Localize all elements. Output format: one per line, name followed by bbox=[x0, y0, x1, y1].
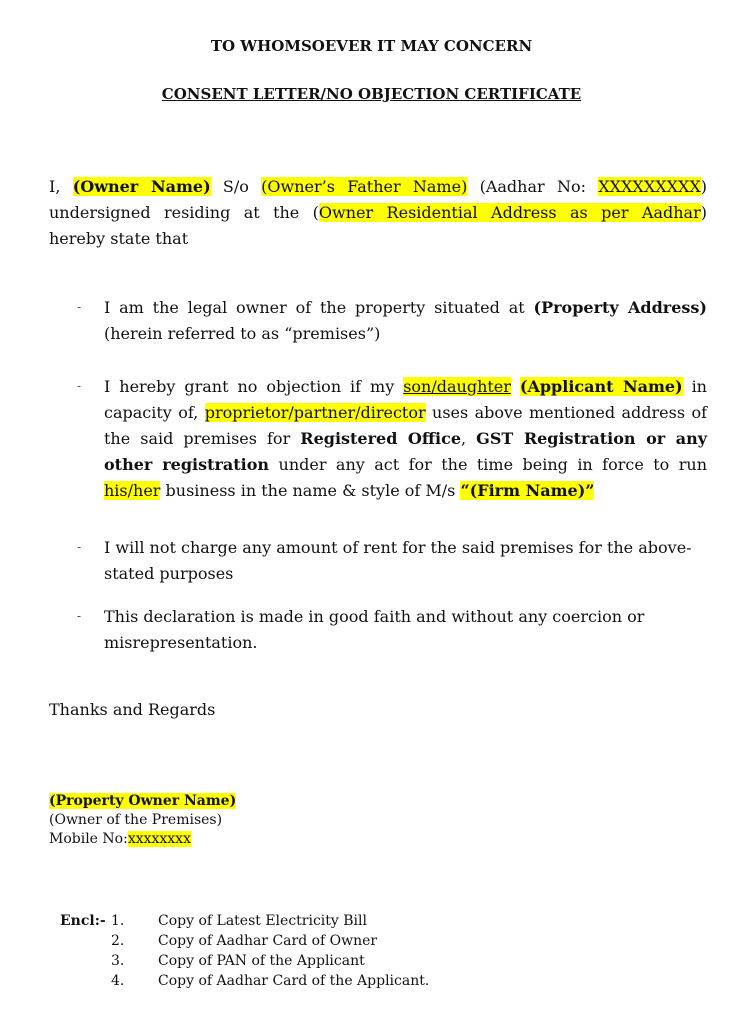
relation-placeholder: son/daughter bbox=[403, 377, 511, 396]
property-owner-name-placeholder: (Property Owner Name) bbox=[49, 793, 237, 809]
owner-role: (Owner of the Premises) bbox=[49, 812, 223, 828]
enclosure-item: 4. Copy of Aadhar Card of the Applicant. bbox=[111, 973, 430, 989]
bullet-dash: - bbox=[77, 540, 82, 554]
capacity-placeholder: proprietor/partner/director bbox=[204, 403, 426, 422]
father-name-placeholder: (Owner’s Father Name) bbox=[261, 177, 468, 196]
owner-address-placeholder: Owner Residential Address as per Aadhar bbox=[318, 203, 701, 222]
bullet-dash: - bbox=[77, 609, 82, 623]
letter-subject: CONSENT LETTER/NO OBJECTION CERTIFICATE bbox=[161, 85, 582, 103]
enclosures-label: Encl:- bbox=[60, 913, 106, 929]
applicant-name-placeholder: (Applicant Name) bbox=[519, 377, 683, 396]
aadhar-number-placeholder: XXXXXXXXX bbox=[598, 177, 701, 196]
his-her-placeholder: his/her bbox=[104, 481, 161, 500]
enclosure-item: Encl:- 1. Copy of Latest Electricity Bill bbox=[60, 913, 367, 929]
bullet-dash: - bbox=[77, 379, 82, 393]
mobile-number-placeholder: xxxxxxxx bbox=[127, 831, 191, 847]
owner-name-placeholder: (Owner Name) bbox=[72, 177, 211, 196]
bullet-dash: - bbox=[77, 300, 82, 314]
intro-paragraph: I, (Owner Name) S/o (Owner’s Father Name) (Aadhar No: XXXXXXXXX) undersigned residing at the (Owner Residential Address as per Aadhar) hereby state that bbox=[49, 177, 708, 248]
letter-heading: TO WHOMSOEVER IT MAY CONCERN bbox=[210, 37, 533, 55]
property-address-placeholder: (Property Address) bbox=[533, 298, 707, 317]
ownership-statement: I am the legal owner of the property situated at (Property Address) (herein referred to as “premises”) bbox=[104, 298, 707, 343]
no-rent-statement: I will not charge any amount of rent for the said premises for the above-stated purposes bbox=[104, 538, 692, 583]
no-objection-statement: I hereby grant no objection if my son/daughter (Applicant Name) in capacity of, proprietor/partner/director uses above mentioned address of the said premises for Registered Office, GST Registration or any other registration under any act for the time being in force to run his/her business in the name & style of M/s “(Firm Name)” bbox=[104, 377, 708, 500]
mobile-label: Mobile No: bbox=[49, 831, 128, 847]
enclosure-item: 3. Copy of PAN of the Applicant bbox=[111, 953, 365, 969]
signature-block bbox=[49, 792, 236, 849]
firm-name-placeholder: “(Firm Name)” bbox=[460, 481, 595, 500]
enclosures-list bbox=[60, 911, 660, 991]
good-faith-statement: This declaration is made in good faith and without any coercion or misrepresentation. bbox=[104, 607, 645, 652]
closing-salutation: Thanks and Regards bbox=[49, 700, 216, 719]
enclosure-item: 2. Copy of Aadhar Card of Owner bbox=[111, 933, 378, 949]
